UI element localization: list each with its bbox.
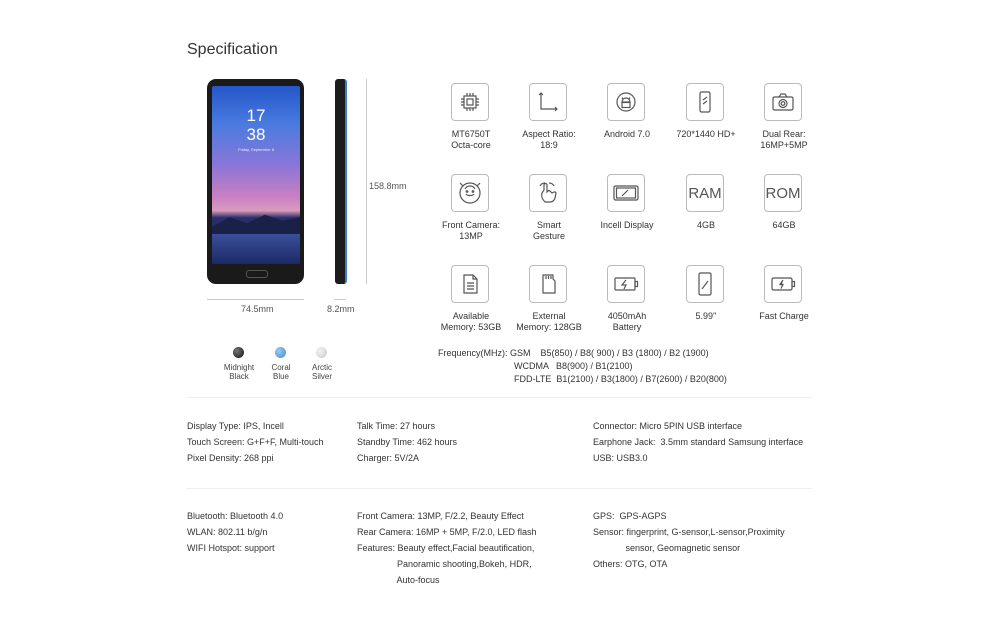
sd-card-icon [529,265,567,303]
color-label-line: Arctic [312,363,332,372]
frequency-line-3: FDD-LTE B1(2100) / B3(1800) / B7(2600) / B20(800) [514,374,727,384]
frequency-line-2: WCDMA B8(900) / B1(2100) [514,361,633,371]
spec-wlan: WLAN: 802.11 b/g/n [187,527,268,537]
face-camera-icon [451,174,489,212]
spec-display-type: Display Type: IPS, Incell [187,421,284,431]
feature-label-line: Smart [536,220,561,230]
phone-screen [212,86,300,264]
feature-label-line: Memory: 128GB [516,322,582,332]
color-label-line: Midnight [223,363,255,372]
feature-label [509,129,589,151]
feature-label [744,311,824,322]
feature-label [587,220,667,231]
feature-label [509,220,589,242]
incell-display-icon [607,174,645,212]
feature-label-line: 16MP+5MP [760,140,808,150]
feature-label [666,311,746,322]
color-swatch [316,347,327,358]
spec2-col1 [187,508,283,556]
spec-touch-screen: Touch Screen: G+F+F, Multi-touch [187,437,324,447]
divider-2 [187,488,812,489]
spec-features: Features: Beauty effect,Facial beautification, [357,543,535,553]
gesture-icon [529,174,567,212]
feature-label [587,311,667,333]
clock-minute: 38 [246,125,266,144]
feature-label-line: 4050mAh [607,311,647,321]
color-label-line: Black [229,372,249,381]
spec-connector: Connector: Micro 5PIN USB interface [593,421,743,431]
clock-hour: 17 [246,106,266,125]
feature-label-line: 5.99'' [695,311,717,321]
color-label [219,363,259,381]
feature-label [744,220,824,231]
spec-earphone-jack: Earphone Jack: 3.5mm standard Samsung interface [593,437,804,447]
feature-label-line: 64GB [772,220,796,230]
feature-label-line: 720*1440 HD+ [676,129,736,139]
battery-icon [607,265,645,303]
spec1-col2 [357,418,457,466]
spec2-col3 [593,508,785,572]
feature-label-line: Front Camera: [441,220,501,230]
color-label-line: Blue [272,372,289,381]
phone-display-icon [686,83,724,121]
spec-usb: USB: USB3.0 [593,453,648,463]
spec-sensor-cont: sensor, Geomagnetic sensor [593,543,741,553]
feature-label-line: Gesture [532,231,565,241]
spec-gps: GPS: GPS-AGPS [593,511,667,521]
feature-label-line: Android 7.0 [603,129,651,139]
feature-label [509,311,589,333]
color-label-line: Coral [271,363,291,372]
spec1-col3 [593,418,803,466]
camera-icon [764,83,802,121]
fast-charge-icon [764,265,802,303]
thickness-dimension: 8.2mm [327,304,355,314]
frequency-line-1: Frequency(MHz): GSM B5(850) / B8( 900) / B3 (1800) / B2 (1900) [438,348,709,358]
memory-file-icon [451,265,489,303]
feature-label-line: External [532,311,566,321]
spec-features-cont: Auto-focus [357,575,440,585]
feature-label-line: 13MP [459,231,483,241]
icon-text: ROM [765,184,801,202]
feature-label [666,220,746,231]
screen-size-icon [686,265,724,303]
feature-label-line: Dual Rear: [762,129,806,139]
phone-side-image [335,79,347,284]
lock-clock [212,106,300,153]
spec-talk-time: Talk Time: 27 hours [357,421,436,431]
home-button [246,270,268,278]
android-icon [607,83,645,121]
spec-standby-time: Standby Time: 462 hours [357,437,458,447]
color-label [302,363,342,381]
color-label-line: Silver [311,372,332,381]
feature-label-line: Memory: 53GB [440,322,502,332]
spec-front-camera: Front Camera: 13MP, F/2.2, Beauty Effect [357,511,524,521]
feature-label [431,220,511,242]
feature-label-line: Fast Charge [759,311,809,321]
spec2-col2 [357,508,537,588]
icon-text: RAM [688,184,722,202]
feature-label-line: Aspect Ratio: [522,129,576,139]
feature-label-line: Incell Display [600,220,654,230]
feature-label-line: Battery [612,322,642,332]
spec-features-cont: Panoramic shooting,Bokeh, HDR, [357,559,532,569]
width-dimension-line [207,299,304,300]
height-dimension: 158.8mm [369,181,407,191]
feature-label-line: MT6750T [451,129,491,139]
feature-label-line: Octa-core [451,140,491,150]
aspect-ratio-icon [529,83,567,121]
ram-icon [686,174,724,212]
spec-pixel-density: Pixel Density: 268 ppi [187,453,274,463]
spec1-col1 [187,418,324,466]
clock-date: Friday, September 8 [238,147,274,152]
feature-label-line: 18:9 [540,140,558,150]
feature-label [666,129,746,140]
feature-label [431,129,511,151]
width-dimension: 74.5mm [241,304,274,314]
spec-charger: Charger: 5V/2A [357,453,420,463]
spec-sensor: Sensor: fingerprint, G-sensor,L-sensor,Proximity [593,527,785,537]
page-title: Specification [187,41,278,58]
thickness-dimension-line [334,299,346,300]
rom-icon [764,174,802,212]
feature-label [431,311,511,333]
color-label [261,363,301,381]
feature-label [587,129,667,140]
chip-icon [451,83,489,121]
color-swatch [275,347,286,358]
color-swatch [233,347,244,358]
spec-rear-camera: Rear Camera: 16MP + 5MP, F/2.0, LED flash [357,527,537,537]
spec-others: Others: OTG, OTA [593,559,668,569]
feature-label-line: Available [452,311,490,321]
divider-1 [187,397,812,398]
height-dimension-line [366,79,367,284]
feature-label [744,129,824,151]
spec-bluetooth: Bluetooth: Bluetooth 4.0 [187,511,284,521]
feature-label-line: 4GB [696,220,715,230]
spec-wifi-hotspot: WIFI Hotspot: support [187,543,275,553]
